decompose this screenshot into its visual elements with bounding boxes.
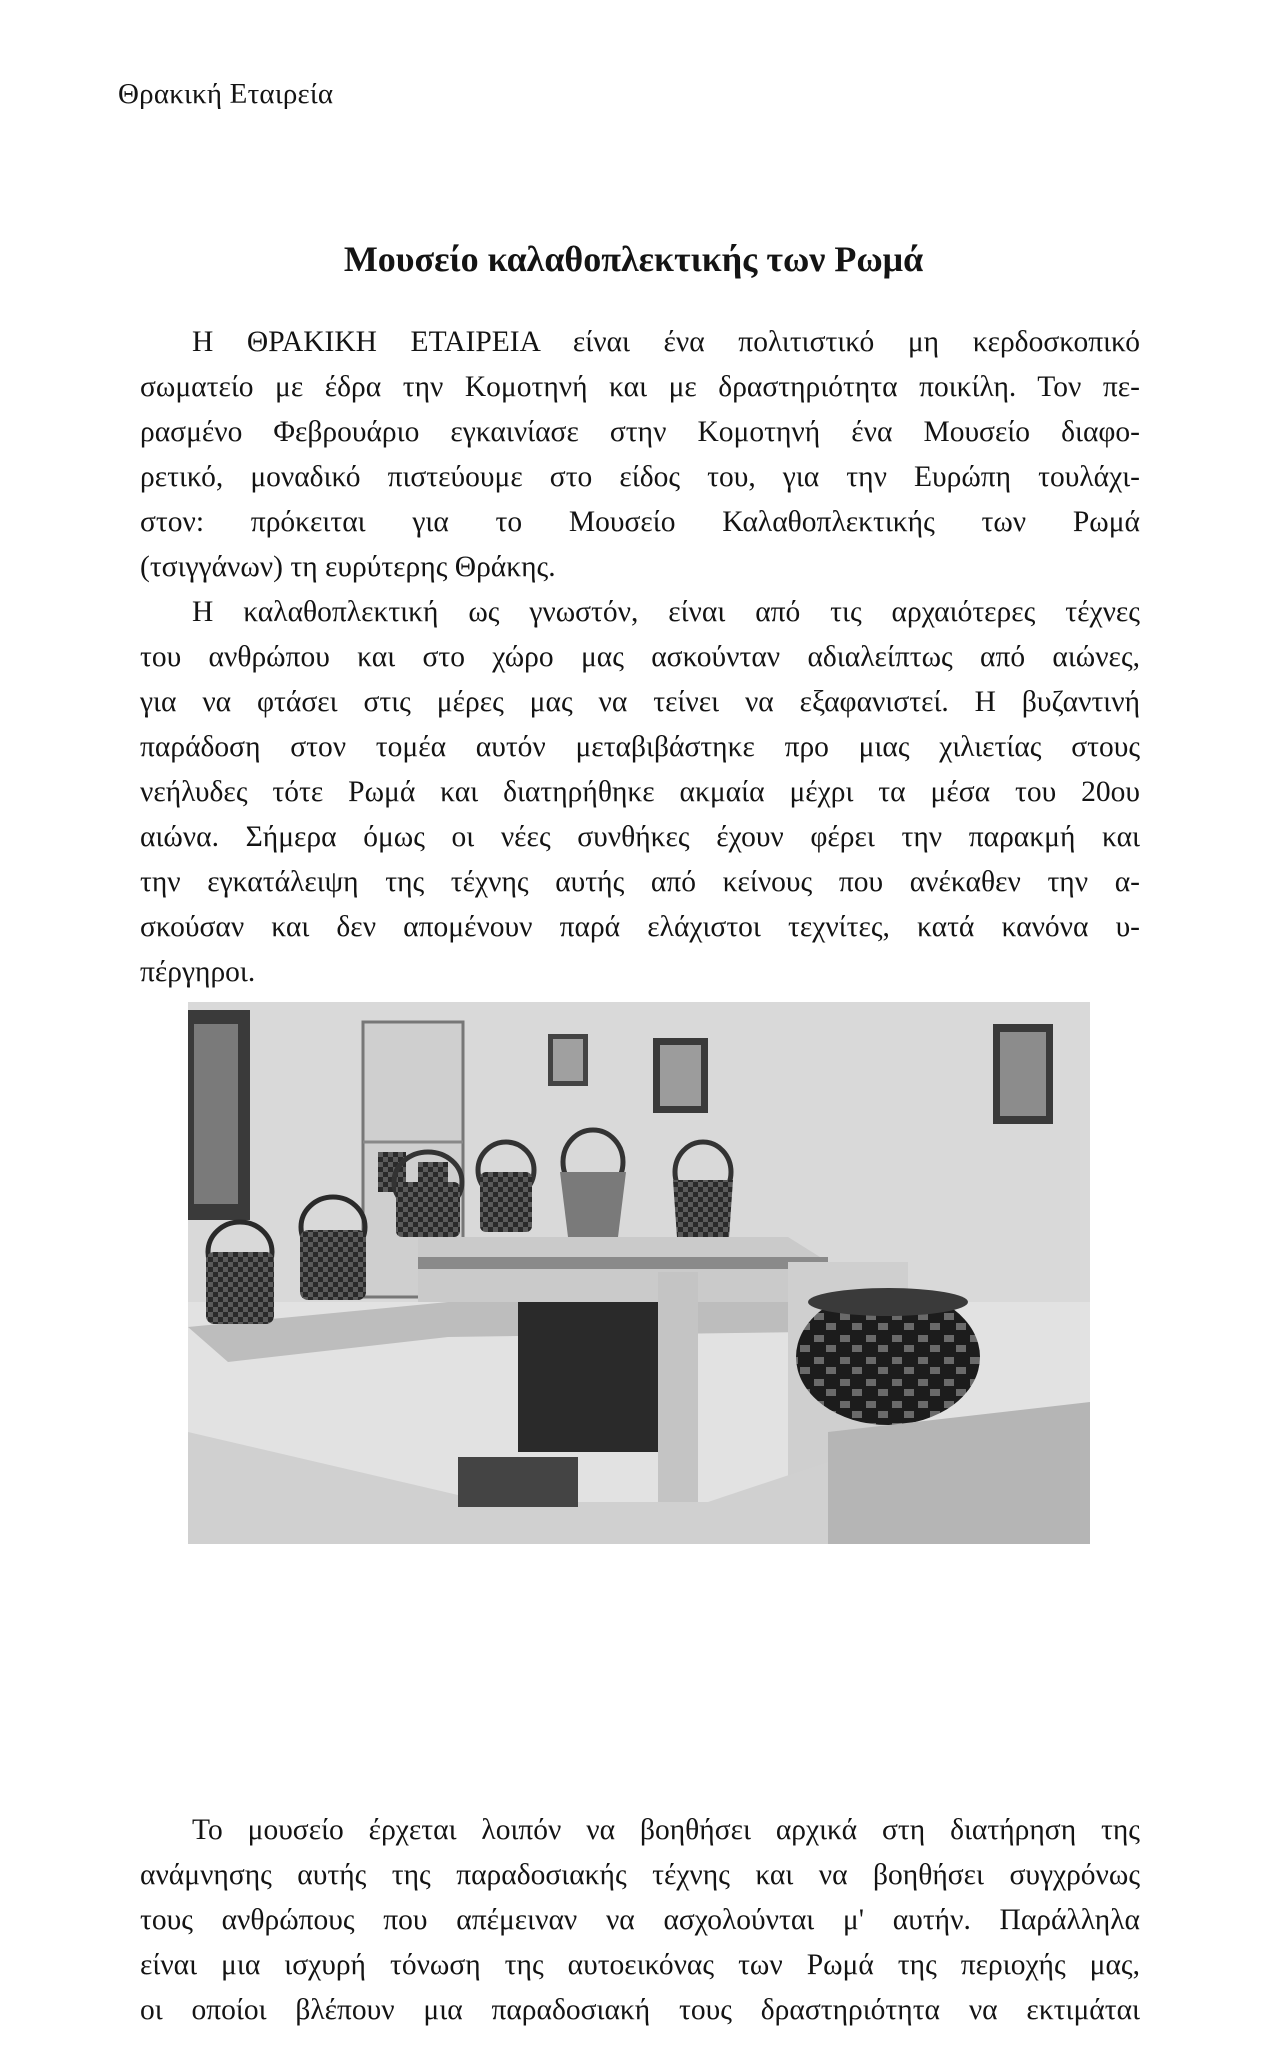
text-line: πέργηροι. (140, 956, 256, 988)
text-line: Η καλαθοπλεκτική ως γνωστόν, είναι από τις αρχαιότερες τέχνες (192, 596, 1140, 628)
text-line: ρετικό, μοναδικό πιστεύουμε στο είδος του, για την Ευρώπη τουλάχι- (140, 461, 1140, 493)
article-title: Μουσείο καλαθοπλεκτικής των Ρωμά (343, 239, 924, 279)
text-line: ανάμνησης αυτής της παραδοσιακής τέχνης και να βοηθήσει συγχρόνως (140, 1859, 1140, 1891)
museum-photo-illustration (188, 1002, 1090, 1544)
text-line: ρασμένο Φεβρουάριο εγκαινίασε στην Κομοτηνή ένα Μουσείο διαφο- (140, 416, 1140, 448)
text-line: αιώνα. Σήμερα όμως οι νέες συνθήκες έχουν φέρει την παρακμή και (140, 821, 1140, 853)
text-line: τους ανθρώπους που απέμειναν να ασχολούνται μ' αυτήν. Παράλληλα (140, 1904, 1140, 1936)
text-line: σκούσαν και δεν απομένουν παρά ελάχιστοι τεχνίτες, κατά κανόνα υ- (140, 911, 1140, 943)
text-line: Το μουσείο έρχεται λοιπόν να βοηθήσει αρχικά στη διατήρηση της (192, 1814, 1140, 1846)
text-line: του ανθρώπου και στο χώρο μας ασκούνταν αδιαλείπτως από αιώνες, (140, 641, 1140, 673)
article-body (140, 320, 1140, 995)
text-line: είναι μια ισχυρή τόνωση της αυτοεικόνας των Ρωμά της περιοχής μας, (140, 1949, 1140, 1981)
text-line: για να φτάσει στις μέρες μας να τείνει να εξαφανιστεί. Η βυζαντινή (140, 686, 1140, 718)
text-line: την εγκατάλειψη της τέχνης αυτής από κείνους που ανέκαθεν την α- (140, 866, 1140, 898)
text-line: (τσιγγάνων) τη ευρύτερης Θράκης. (140, 551, 556, 583)
text-line: παράδοση στον τομέα αυτόν μεταβιβάστηκε προ μιας χιλιετίας στους (140, 731, 1140, 763)
text-line: νεήλυδες τότε Ρωμά και διατηρήθηκε ακμαία μέχρι τα μέσα του 20ου (140, 776, 1140, 808)
text-line: οι οποίοι βλέπουν μια παραδοσιακή τους δραστηριότητα να εκτιμάται (140, 1994, 1140, 2026)
text-line: στον: πρόκειται για το Μουσείο Καλαθοπλεκτικής των Ρωμά (140, 506, 1140, 538)
text-line: σωματείο με έδρα την Κομοτηνή και με δραστηριότητα ποικίλη. Τον πε- (140, 371, 1140, 403)
article-body-continued (140, 1808, 1140, 2033)
running-header: Θρακική Εταιρεία (118, 78, 334, 110)
museum-photo (188, 1002, 1090, 1544)
text-line: Η ΘΡΑΚΙΚΗ ΕΤΑΙΡΕΙΑ είναι ένα πολιτιστικό μη κερδοσκοπικό (192, 326, 1140, 358)
